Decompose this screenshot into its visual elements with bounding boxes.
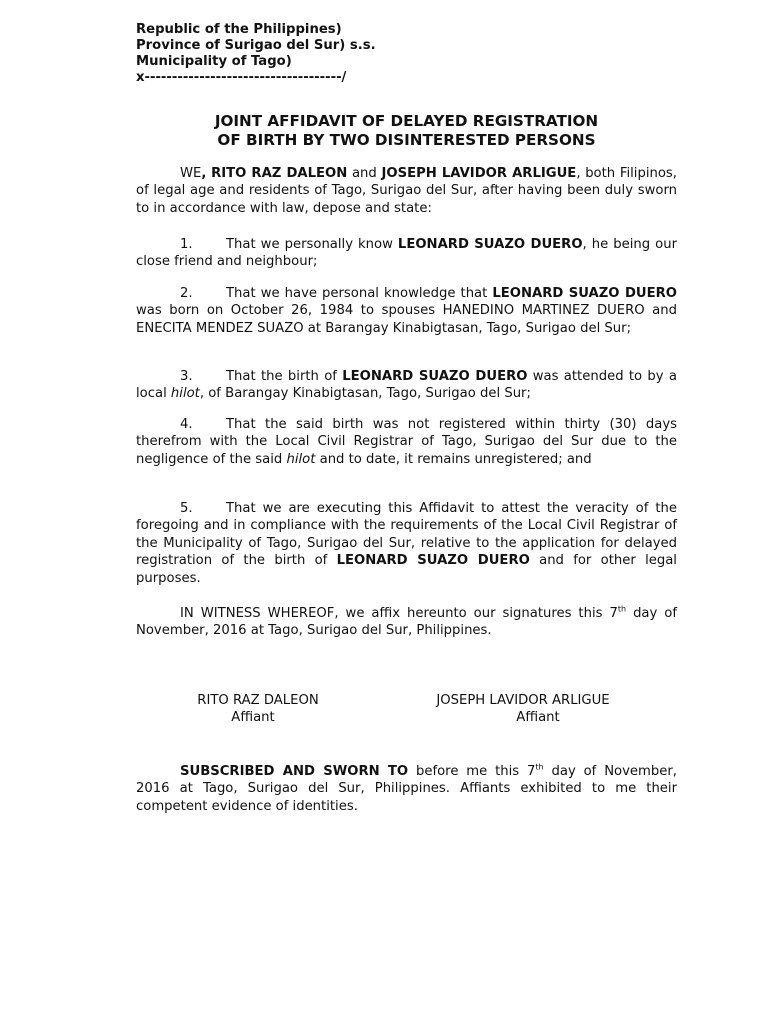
statement-1-subject: LEONARD SUAZO DUERO [397,237,583,252]
intro-comma: , [201,166,207,181]
statement-1 [136,236,677,271]
statement-1-text-a: That we personally know [226,237,398,252]
intro-and: and [351,166,377,181]
intro-paragraph [136,165,677,217]
statement-4-hilot: hilot [286,451,316,467]
statement-4 [136,416,677,468]
statement-4-number: 4. [180,417,193,432]
statement-3-number: 3. [180,369,193,384]
jurat-heading: SUBSCRIBED AND SWORN TO [180,764,409,779]
statement-4-text-a: That the said birth was not registered within thirty (30) days therefrom with the Local Civil Registrar of Tago, Surigao del Sur due to the negligence of the said [136,417,677,467]
caption-line-municipality: Municipality of Tago) [136,54,292,69]
jurat-paragraph [136,763,677,815]
statement-4-text-b: and to date, it remains unregistered; and [315,451,592,467]
witness-ordinal-suffix: th [617,604,627,614]
statement-5-text-a: That we are executing this Affidavit to attest the veracity of the foregoing and in compliance with the requirements of the Local Civil Registrar of the Municipality of Tago, Surigao del Sur, relative to the application for delayed registration of the birth of [136,501,677,569]
statement-3-text-c: , of Barangay Kinabigtasan, Tago, Surigao del Sur; [199,386,531,402]
statement-3-subject: LEONARD SUAZO DUERO [342,369,528,384]
statement-2-text-a: That we have personal knowledge that [226,286,493,301]
witness-text-a: IN WITNESS WHEREOF, we affix hereunto our signatures this 7 [180,606,618,621]
statement-2 [136,285,677,337]
statement-2-text-b: was born on October 26, 1984 to spouses HANEDINO MARTINEZ DUERO and ENECITA MENDEZ SUAZO at Barangay Kinabigtasan, Tago, Surigao del Sur; [136,303,677,336]
witness-paragraph [136,605,677,640]
caption-line-republic: Republic of the Philippines) [136,22,342,37]
intro-rest: , both Filipinos, of legal age and residents of Tago, Surigao del Sur, after having been duly sworn to in accordance with law, depose and state: [136,166,677,216]
title-line-1: JOINT AFFIDAVIT OF DELAYED REGISTRATION [214,112,599,130]
affiant-1-name: RITO RAZ DALEON [211,166,348,181]
caption-line-province: Province of Surigao del Sur) s.s. [136,38,376,53]
statement-5-number: 5. [180,501,193,516]
statement-2-subject: LEONARD SUAZO DUERO [492,286,677,301]
jurat-text-a: before me this 7 [408,764,536,779]
signature-role-right: Affiant [516,710,560,726]
statement-5-subject: LEONARD SUAZO DUERO [336,553,530,569]
title-line-2: OF BIRTH BY TWO DISINTERESTED PERSONS [217,131,596,149]
jurat-ordinal-suffix: th [535,762,544,772]
signature-name-right: JOSEPH LAVIDOR ARLIGUE [436,693,610,708]
caption-separator: x------------------------------------/ [136,70,347,85]
statement-5 [136,500,677,587]
statement-3-hilot: hilot [170,386,200,402]
affiant-2-signature-block [410,692,636,727]
affiant-2-name: JOSEPH LAVIDOR ARLIGUE [381,166,577,181]
affiant-1-signature-block [176,692,340,727]
statement-5-text-b: and for other legal purposes. [136,553,677,586]
statement-3-text-a: That the birth of [226,369,343,384]
jurat-text-b: day of November, 2016 at Tago, Surigao del Sur, Philippines. Affiants exhibited to me their competent evidence of identities. [136,764,677,814]
statement-3 [136,368,677,403]
intro-we: WE [180,166,202,181]
witness-text-b: day of November, 2016 at Tago, Surigao del Sur, Philippines. [136,606,678,639]
signature-role-left: Affiant [231,710,275,726]
signature-name-left: RITO RAZ DALEON [197,693,319,708]
document-title [136,112,677,150]
statement-1-number: 1. [180,237,193,252]
statement-3-text-b: was attended to by a local [136,369,677,402]
venue-caption [136,22,376,86]
statement-2-number: 2. [180,286,193,301]
statement-1-text-b: , he being our close friend and neighbour; [136,237,677,270]
